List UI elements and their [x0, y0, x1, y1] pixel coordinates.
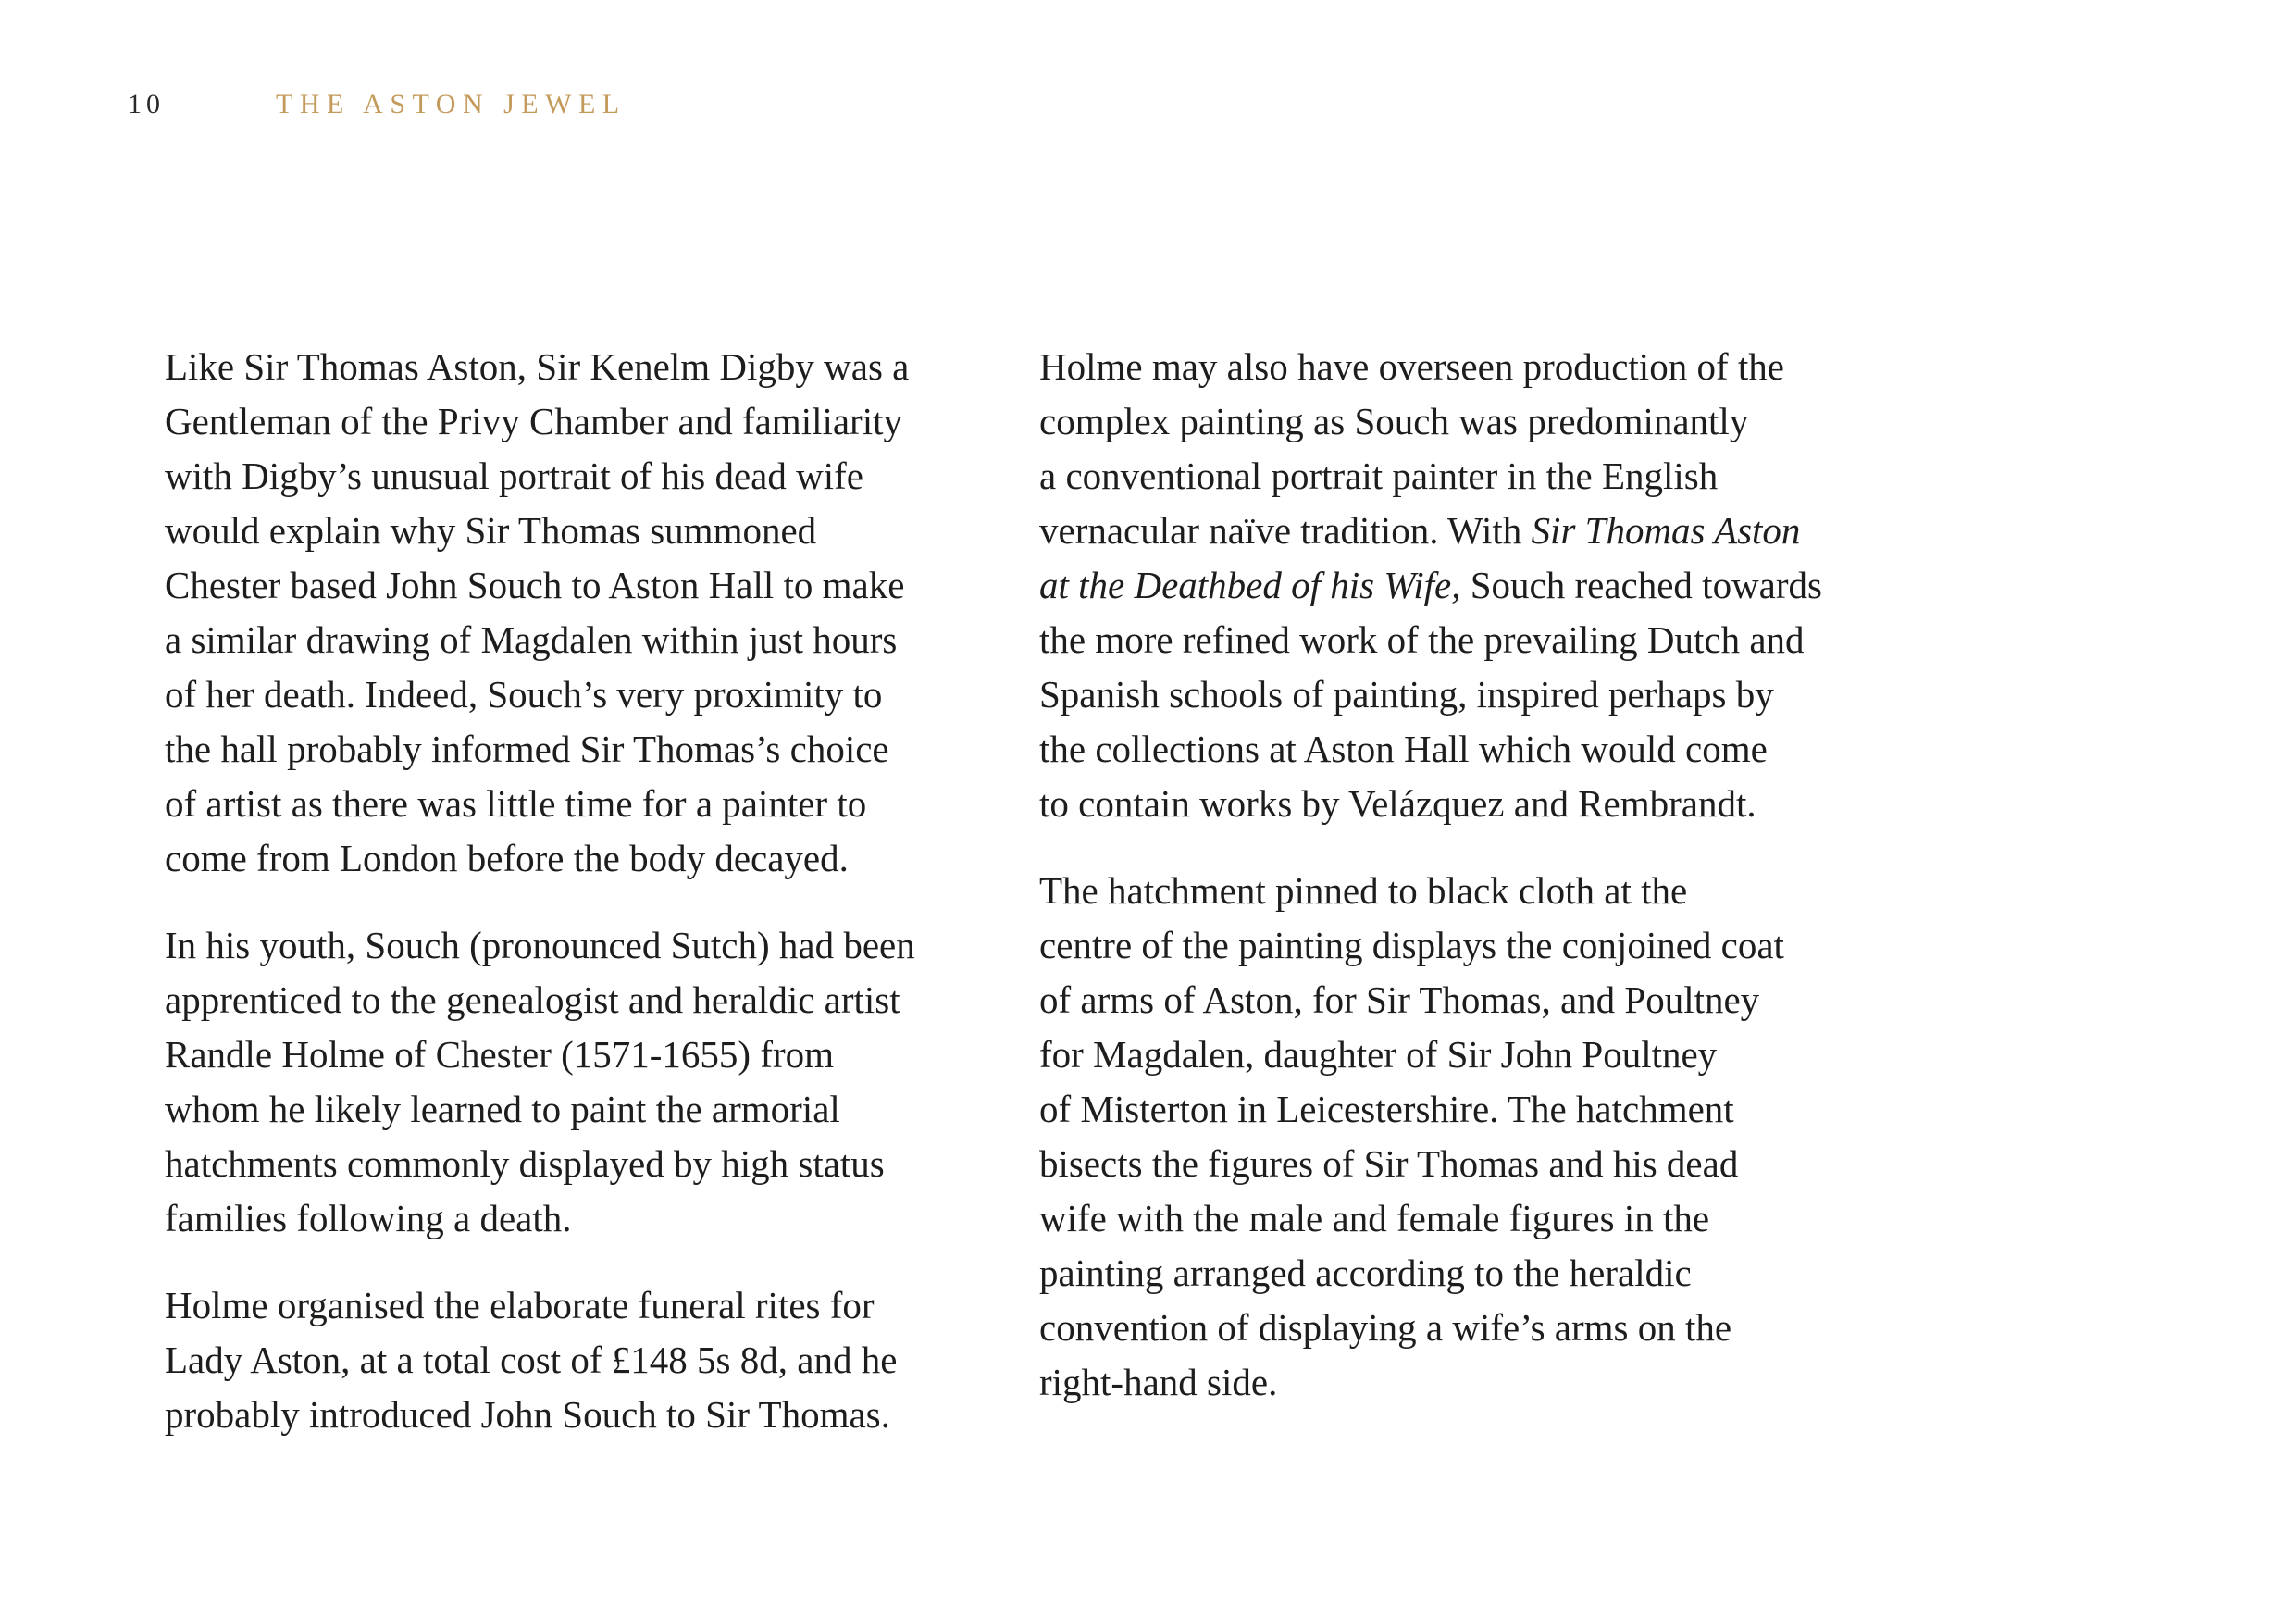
- text-run: Holme may also have overseen production of the: [1039, 345, 1784, 388]
- text-line: [1039, 613, 1854, 667]
- text-line: [1039, 973, 1854, 1027]
- text-line: [165, 1191, 979, 1246]
- italic-title-text: Sir Thomas Aston: [1531, 509, 1801, 552]
- text-run: of artist as there was little time for a painter to: [165, 782, 867, 825]
- text-run: for Magdalen, daughter of Sir John Poultney: [1039, 1033, 1718, 1076]
- text-line: [165, 777, 979, 831]
- body-paragraph: [165, 340, 979, 886]
- text-run: whom he likely learned to paint the armorial: [165, 1088, 840, 1130]
- text-line: [1039, 558, 1854, 613]
- text-run: apprenticed to the genealogist and heraldic artist: [165, 978, 900, 1021]
- page-number: 10: [128, 89, 165, 119]
- text-line: [1039, 340, 1854, 394]
- text-line: [165, 394, 979, 449]
- text-column-left: [165, 340, 979, 1475]
- text-run: of arms of Aston, for Sir Thomas, and Poultney: [1039, 978, 1760, 1021]
- text-run: of her death. Indeed, Souch’s very proximity to: [165, 673, 883, 716]
- text-run: centre of the painting displays the conjoined coat: [1039, 924, 1784, 966]
- text-run: the hall probably informed Sir Thomas’s choice: [165, 728, 889, 770]
- text-column-right: [1039, 340, 1854, 1442]
- text-line: [165, 722, 979, 777]
- text-run: Holme organised the elaborate funeral rites for: [165, 1284, 875, 1326]
- text-line: [165, 504, 979, 558]
- text-line: [165, 449, 979, 504]
- text-line: [165, 1333, 979, 1388]
- text-line: [1039, 1027, 1854, 1082]
- text-run: convention of displaying a wife’s arms on the: [1039, 1306, 1732, 1349]
- text-line: [165, 1388, 979, 1442]
- text-line: [1039, 1191, 1854, 1246]
- running-head: [0, 89, 2296, 135]
- text-line: [1039, 864, 1854, 918]
- text-line: [1039, 777, 1854, 831]
- text-line: [165, 1278, 979, 1333]
- text-line: [1039, 667, 1854, 722]
- text-line: [1039, 1246, 1854, 1301]
- text-run: bisects the figures of Sir Thomas and his dead: [1039, 1142, 1739, 1185]
- text-line: [1039, 1082, 1854, 1137]
- text-run: painting arranged according to the heraldic: [1039, 1252, 1692, 1294]
- text-line: [165, 831, 979, 886]
- text-line: [1039, 1301, 1854, 1355]
- text-run: a conventional portrait painter in the English: [1039, 455, 1719, 497]
- body-paragraph: [1039, 340, 1854, 831]
- text-run: come from London before the body decayed.: [165, 837, 849, 879]
- text-run: of Misterton in Leicestershire. The hatchment: [1039, 1088, 1734, 1130]
- text-line: [165, 667, 979, 722]
- text-line: [1039, 1355, 1854, 1410]
- text-run: The hatchment pinned to black cloth at the: [1039, 869, 1688, 912]
- body-paragraph: [165, 918, 979, 1246]
- text-run: Randle Holme of Chester (1571-1655) from: [165, 1033, 835, 1076]
- body-paragraph: [1039, 864, 1854, 1410]
- text-line: [1039, 504, 1854, 558]
- text-run: In his youth, Souch (pronounced Sutch) had been: [165, 924, 915, 966]
- text-run: with Digby’s unusual portrait of his dead wife: [165, 455, 863, 497]
- text-run: families following a death.: [165, 1197, 572, 1239]
- text-line: [1039, 918, 1854, 973]
- text-line: [1039, 722, 1854, 777]
- text-run: Like Sir Thomas Aston, Sir Kenelm Digby was a: [165, 345, 910, 388]
- text-line: [165, 1137, 979, 1191]
- text-run: Gentleman of the Privy Chamber and familiarity: [165, 400, 902, 442]
- text-line: [165, 1082, 979, 1137]
- text-line: [165, 973, 979, 1027]
- text-run: right-hand side.: [1039, 1361, 1278, 1403]
- text-run: hatchments commonly displayed by high status: [165, 1142, 885, 1185]
- text-run: Spanish schools of painting, inspired perhaps by: [1039, 673, 1774, 716]
- text-line: [1039, 449, 1854, 504]
- text-line: [165, 558, 979, 613]
- text-run: would explain why Sir Thomas summoned: [165, 509, 817, 552]
- text-run: to contain works by Velázquez and Rembrandt.: [1039, 782, 1756, 825]
- text-run: vernacular naïve tradition. With: [1039, 509, 1532, 552]
- italic-title-text: at the Deathbed of his Wife,: [1039, 564, 1461, 606]
- text-run: complex painting as Souch was predominantly: [1039, 400, 1749, 442]
- text-run: the more refined work of the prevailing Dutch and: [1039, 618, 1805, 661]
- body-paragraph: [165, 1278, 979, 1442]
- running-title: THE ASTON JEWEL: [276, 89, 627, 119]
- text-line: [1039, 1137, 1854, 1191]
- text-run: a similar drawing of Magdalen within just hours: [165, 618, 898, 661]
- text-run: Chester based John Souch to Aston Hall to make: [165, 564, 905, 606]
- text-line: [165, 1027, 979, 1082]
- text-run: probably introduced John Souch to Sir Thomas.: [165, 1393, 890, 1436]
- text-run: Lady Aston, at a total cost of £148 5s 8d, and he: [165, 1339, 898, 1381]
- text-line: [165, 340, 979, 394]
- text-line: [165, 613, 979, 667]
- text-line: [1039, 394, 1854, 449]
- text-line: [165, 918, 979, 973]
- text-run: wife with the male and female figures in the: [1039, 1197, 1710, 1239]
- text-run: the collections at Aston Hall which would come: [1039, 728, 1768, 770]
- text-run: Souch reached towards: [1460, 564, 1822, 606]
